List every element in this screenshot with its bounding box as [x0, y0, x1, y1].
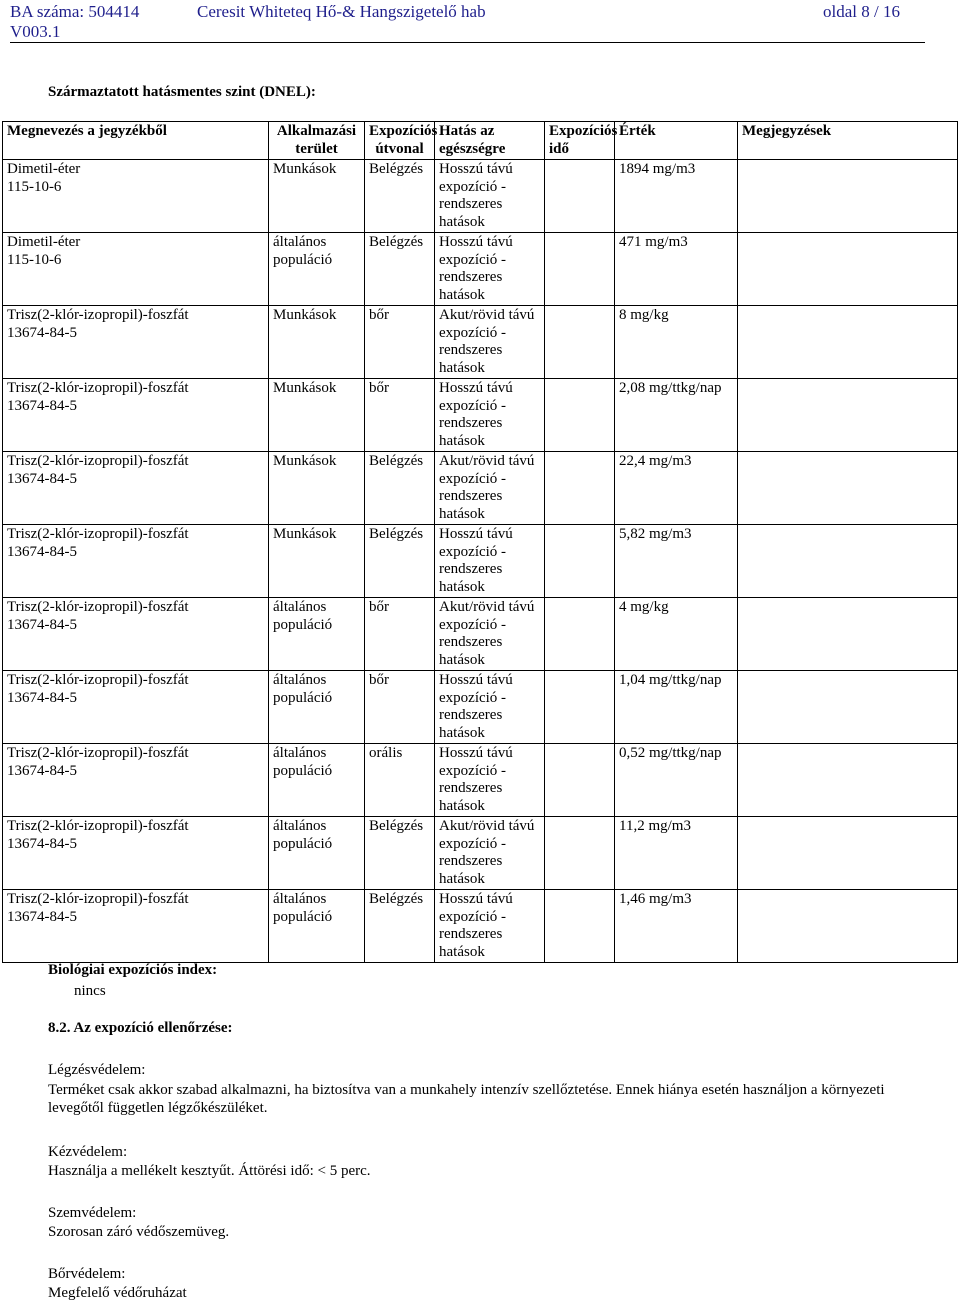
effect-text: Hosszú távú expozíció - rendszeres hatások	[439, 891, 513, 960]
name-text: Trisz(2-klór-izopropil)-foszfát	[7, 526, 189, 542]
name-text: Dimetil-éter	[7, 161, 81, 177]
value-cell	[615, 379, 738, 452]
name-text: Trisz(2-klór-izopropil)-foszfát	[7, 307, 189, 323]
value-text: 1894 mg/m3	[619, 161, 696, 177]
table-row	[3, 817, 958, 890]
cas-number: 13674-84-5	[7, 397, 77, 414]
area-cell	[269, 890, 365, 963]
time-cell	[545, 598, 615, 671]
value-text: 8 mg/kg	[619, 307, 669, 323]
column-header-effect: Hatás az egészségre	[435, 122, 545, 160]
table-row	[3, 452, 958, 525]
value-text: 22,4 mg/m3	[619, 453, 692, 469]
remark-cell	[738, 306, 958, 379]
route-cell	[365, 817, 435, 890]
substance-cell	[3, 233, 269, 306]
route-text: Belégzés	[369, 526, 424, 542]
area-cell	[269, 379, 365, 452]
substance-cell	[3, 452, 269, 525]
value-cell	[615, 452, 738, 525]
name-text: Dimetil-éter	[7, 234, 81, 250]
hand-protection-text: Használja a mellékelt kesztyűt. Áttörési idő: < 5 perc.	[48, 1163, 371, 1179]
column-header-remarks: Megjegyzések	[738, 122, 958, 160]
area-cell	[269, 160, 365, 233]
effect-cell	[435, 744, 545, 817]
value-cell	[615, 744, 738, 817]
area-text: általános populáció	[273, 818, 333, 852]
effect-cell	[435, 306, 545, 379]
table-row	[3, 890, 958, 963]
cas-number: 13674-84-5	[7, 470, 77, 487]
effect-cell	[435, 452, 545, 525]
route-cell	[365, 233, 435, 306]
effect-text: Hosszú távú expozíció - rendszeres hatások	[439, 234, 513, 303]
cas-number: 13674-84-5	[7, 616, 77, 633]
cas-number: 13674-84-5	[7, 908, 77, 925]
effect-text: Hosszú távú expozíció - rendszeres hatások	[439, 672, 513, 741]
area-text: Munkások	[273, 526, 337, 542]
area-cell	[269, 233, 365, 306]
respiratory-protection-text: Terméket csak akkor szabad alkalmazni, ha biztosítva van a munkahely intenzív szellőztetése. Ennek hiánya esetén használjon a környezeti levegőtől független légzőkészüléket.	[48, 1082, 885, 1116]
route-cell	[365, 160, 435, 233]
remark-cell	[738, 890, 958, 963]
substance-cell	[3, 890, 269, 963]
route-text: bőr	[369, 599, 389, 615]
effect-text: Akut/rövid távú expozíció - rendszeres hatások	[439, 818, 535, 887]
table-row	[3, 671, 958, 744]
time-cell	[545, 233, 615, 306]
value-cell	[615, 233, 738, 306]
effect-cell	[435, 817, 545, 890]
area-cell	[269, 306, 365, 379]
area-text: Munkások	[273, 453, 337, 469]
bio-index-value: nincs	[74, 983, 106, 999]
area-text: általános populáció	[273, 599, 333, 633]
value-cell	[615, 525, 738, 598]
time-cell	[545, 160, 615, 233]
remark-cell	[738, 160, 958, 233]
eye-protection-text: Szorosan záró védőszemüveg.	[48, 1224, 230, 1240]
time-cell	[545, 379, 615, 452]
value-text: 5,82 mg/m3	[619, 526, 692, 542]
area-text: általános populáció	[273, 891, 333, 925]
route-text: bőr	[369, 380, 389, 396]
remark-cell	[738, 744, 958, 817]
remark-cell	[738, 379, 958, 452]
remark-cell	[738, 817, 958, 890]
respiratory-protection-label: Légzésvédelem:	[48, 1062, 146, 1078]
area-cell	[269, 525, 365, 598]
document-version: V003.1	[10, 22, 61, 41]
effect-text: Akut/rövid távú expozíció - rendszeres hatások	[439, 307, 535, 376]
column-header-area: Alkalmazási terület	[269, 122, 365, 160]
route-text: Belégzés	[369, 161, 424, 177]
table-row	[3, 744, 958, 817]
table-row	[3, 525, 958, 598]
time-cell	[545, 744, 615, 817]
table-row	[3, 306, 958, 379]
name-text: Trisz(2-klór-izopropil)-foszfát	[7, 599, 189, 615]
area-cell	[269, 671, 365, 744]
substance-cell	[3, 160, 269, 233]
substance-cell	[3, 379, 269, 452]
route-cell	[365, 744, 435, 817]
route-cell	[365, 671, 435, 744]
route-cell	[365, 379, 435, 452]
value-cell	[615, 306, 738, 379]
effect-cell	[435, 160, 545, 233]
table-row	[3, 379, 958, 452]
area-text: Munkások	[273, 380, 337, 396]
name-text: Trisz(2-klór-izopropil)-foszfát	[7, 380, 189, 396]
substance-cell	[3, 671, 269, 744]
column-header-value: Érték	[615, 122, 738, 160]
value-cell	[615, 890, 738, 963]
route-text: orális	[369, 745, 403, 761]
page-header	[10, 2, 925, 43]
bio-index-title: Biológiai expozíciós index:	[48, 962, 218, 978]
time-cell	[545, 306, 615, 379]
cas-number: 13674-84-5	[7, 689, 77, 706]
remark-cell	[738, 598, 958, 671]
name-text: Trisz(2-klór-izopropil)-foszfát	[7, 672, 189, 688]
area-text: Munkások	[273, 307, 337, 323]
remark-cell	[738, 452, 958, 525]
cas-number: 13674-84-5	[7, 762, 77, 779]
value-text: 4 mg/kg	[619, 599, 669, 615]
area-cell	[269, 452, 365, 525]
route-text: Belégzés	[369, 453, 424, 469]
remark-cell	[738, 671, 958, 744]
column-header-time: Expozíciós idő	[545, 122, 615, 160]
route-text: bőr	[369, 307, 389, 323]
name-text: Trisz(2-klór-izopropil)-foszfát	[7, 453, 189, 469]
cas-number: 115-10-6	[7, 178, 62, 195]
remark-cell	[738, 525, 958, 598]
name-text: Trisz(2-klór-izopropil)-foszfát	[7, 745, 189, 761]
value-cell	[615, 160, 738, 233]
route-text: Belégzés	[369, 818, 424, 834]
time-cell	[545, 525, 615, 598]
effect-cell	[435, 598, 545, 671]
value-text: 11,2 mg/m3	[619, 818, 691, 834]
effect-cell	[435, 525, 545, 598]
cas-number: 13674-84-5	[7, 543, 77, 560]
value-text: 1,46 mg/m3	[619, 891, 692, 907]
column-header-route: Expozíciós útvonal	[365, 122, 435, 160]
time-cell	[545, 671, 615, 744]
effect-cell	[435, 671, 545, 744]
effect-cell	[435, 890, 545, 963]
skin-protection-label: Bőrvédelem:	[48, 1266, 126, 1282]
dnel-section-title: Származtatott hatásmentes szint (DNEL):	[48, 84, 316, 100]
value-text: 2,08 mg/ttkg/nap	[619, 380, 722, 396]
table-row	[3, 233, 958, 306]
substance-cell	[3, 817, 269, 890]
route-text: Belégzés	[369, 891, 424, 907]
value-cell	[615, 598, 738, 671]
area-cell	[269, 744, 365, 817]
time-cell	[545, 452, 615, 525]
value-text: 0,52 mg/ttkg/nap	[619, 745, 722, 761]
effect-text: Akut/rövid távú expozíció - rendszeres hatások	[439, 599, 535, 668]
area-text: általános populáció	[273, 234, 333, 268]
effect-text: Hosszú távú expozíció - rendszeres hatások	[439, 161, 513, 230]
effect-cell	[435, 379, 545, 452]
remark-cell	[738, 233, 958, 306]
effect-text: Akut/rövid távú expozíció - rendszeres hatások	[439, 453, 535, 522]
cas-number: 13674-84-5	[7, 324, 77, 341]
substance-cell	[3, 306, 269, 379]
area-text: általános populáció	[273, 672, 333, 706]
time-cell	[545, 890, 615, 963]
area-cell	[269, 598, 365, 671]
cas-number: 13674-84-5	[7, 835, 77, 852]
document-code: BA száma: 504414	[10, 2, 140, 21]
substance-cell	[3, 598, 269, 671]
table-header-row	[3, 122, 958, 160]
product-name: Ceresit Whiteteq Hő-& Hangszigetelő hab	[197, 2, 486, 21]
substance-cell	[3, 744, 269, 817]
table-row	[3, 160, 958, 233]
name-text: Trisz(2-klór-izopropil)-foszfát	[7, 891, 189, 907]
time-cell	[545, 817, 615, 890]
value-text: 471 mg/m3	[619, 234, 688, 250]
area-text: általános populáció	[273, 745, 333, 779]
value-cell	[615, 817, 738, 890]
cas-number: 115-10-6	[7, 251, 62, 268]
hand-protection-label: Kézvédelem:	[48, 1144, 128, 1160]
area-text: Munkások	[273, 161, 337, 177]
effect-text: Hosszú távú expozíció - rendszeres hatások	[439, 745, 513, 814]
effect-cell	[435, 233, 545, 306]
route-text: Belégzés	[369, 234, 424, 250]
column-header-substance: Megnevezés a jegyzékből	[3, 122, 269, 160]
substance-cell	[3, 525, 269, 598]
route-cell	[365, 598, 435, 671]
route-cell	[365, 525, 435, 598]
skin-protection-text: Megfelelő védőruházat	[48, 1285, 187, 1301]
value-text: 1,04 mg/ttkg/nap	[619, 672, 722, 688]
table-body	[3, 160, 958, 963]
section-82-title: 8.2. Az expozíció ellenőrzése:	[48, 1020, 233, 1036]
route-text: bőr	[369, 672, 389, 688]
area-cell	[269, 817, 365, 890]
dnel-table	[2, 121, 958, 963]
route-cell	[365, 452, 435, 525]
value-cell	[615, 671, 738, 744]
eye-protection-label: Szemvédelem:	[48, 1205, 137, 1221]
effect-text: Hosszú távú expozíció - rendszeres hatások	[439, 526, 513, 595]
route-cell	[365, 890, 435, 963]
effect-text: Hosszú távú expozíció - rendszeres hatások	[439, 380, 513, 449]
table-row	[3, 598, 958, 671]
name-text: Trisz(2-klór-izopropil)-foszfát	[7, 818, 189, 834]
route-cell	[365, 306, 435, 379]
page-number: oldal 8 / 16	[823, 2, 900, 21]
